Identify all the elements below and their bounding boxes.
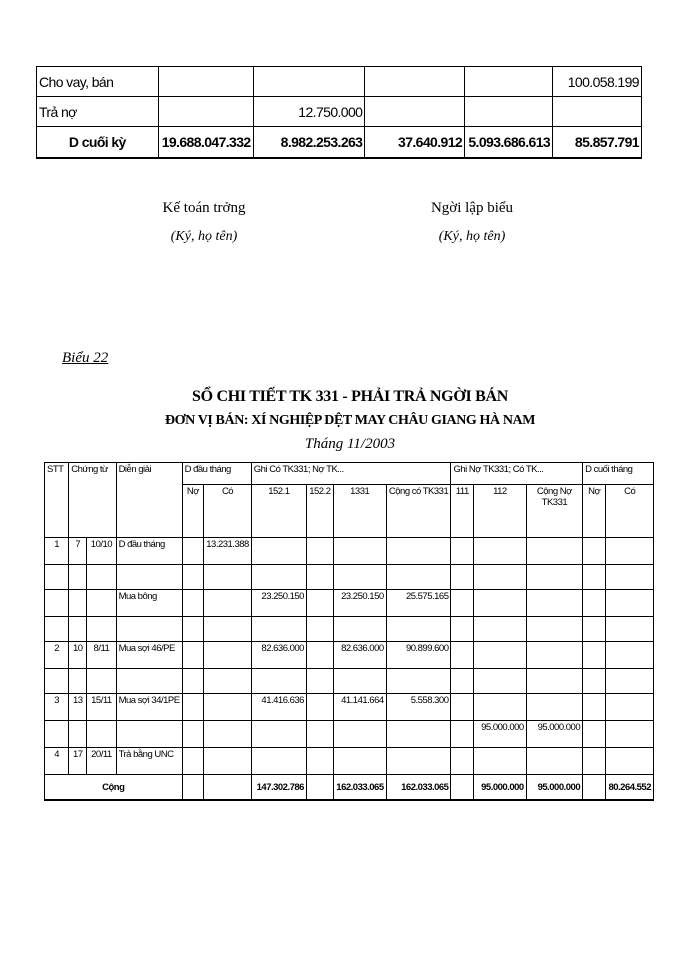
table-cell: 13.231.388 <box>204 538 252 565</box>
table-cell <box>451 642 474 669</box>
ledger-total-row <box>45 775 654 801</box>
table-cell <box>526 694 582 721</box>
table-cell <box>306 538 333 565</box>
summary-cell: 100.058.199 <box>553 67 642 97</box>
table-cell <box>526 748 582 775</box>
summary-total-cell: 19.688.047.332 <box>158 127 253 159</box>
table-row <box>45 590 654 617</box>
table-cell <box>606 565 654 590</box>
table-cell <box>451 538 474 565</box>
table-cell <box>204 721 252 748</box>
signature-accountant <box>94 200 314 245</box>
table-cell <box>526 642 582 669</box>
table-cell: 20/11 <box>87 748 116 775</box>
table-cell: 41.141.664 <box>333 694 386 721</box>
table-cell: 10/10 <box>87 538 116 565</box>
table-cell <box>386 669 451 694</box>
page-subtitle: ĐƠN VỊ BÁN: XÍ NGHIỆP DỆT MAY CHÂU GIANG HÀ NAM <box>164 413 536 428</box>
summary-cell: 12.750.000 <box>253 97 365 127</box>
summary-total-cell: 85.857.791 <box>553 127 642 159</box>
table-cell: Trả bằng UNC <box>116 748 182 775</box>
summary-row-label: Trả nợ <box>37 97 159 127</box>
table-cell <box>333 538 386 565</box>
table-cell <box>386 748 451 775</box>
table-cell <box>606 748 654 775</box>
table-cell <box>386 565 451 590</box>
table-cell <box>251 565 306 590</box>
table-cell <box>386 538 451 565</box>
table-cell <box>451 617 474 642</box>
table-cell: 10 <box>69 642 87 669</box>
table-cell <box>116 617 182 642</box>
table-cell: 2 <box>45 642 69 669</box>
table-cell <box>583 617 606 642</box>
summary-total-label: D cuối kỳ <box>37 127 159 159</box>
subheader-no: Nợ <box>182 485 204 538</box>
summary-total-row <box>37 127 642 159</box>
table-cell <box>45 669 69 694</box>
table-cell <box>474 642 527 669</box>
table-cell <box>182 694 204 721</box>
summary-row-label: Cho vay, bán <box>37 67 159 97</box>
table-cell <box>182 669 204 694</box>
summary-cell <box>158 67 253 97</box>
table-cell <box>204 590 252 617</box>
table-cell <box>306 694 333 721</box>
table-cell <box>386 617 451 642</box>
table-cell: 13 <box>69 694 87 721</box>
table-cell <box>583 694 606 721</box>
ledger-table <box>44 462 654 801</box>
table-cell <box>474 669 527 694</box>
table-cell: 95.000.000 <box>526 721 582 748</box>
table-cell <box>182 721 204 748</box>
summary-cell <box>253 67 365 97</box>
header-voucher: Chứng từ <box>69 463 116 538</box>
table-cell <box>69 721 87 748</box>
table-cell <box>87 721 116 748</box>
summary-table <box>36 66 642 159</box>
table-cell <box>583 669 606 694</box>
table-cell <box>474 538 527 565</box>
table-cell <box>306 565 333 590</box>
table-cell: 4 <box>45 748 69 775</box>
table-cell <box>606 669 654 694</box>
table-cell <box>583 748 606 775</box>
table-row <box>45 617 654 642</box>
table-cell <box>204 694 252 721</box>
table-row <box>45 694 654 721</box>
table-cell: 7 <box>69 538 87 565</box>
header-stt: STT <box>45 463 69 538</box>
table-cell <box>69 590 87 617</box>
table-cell: D đầu tháng <box>116 538 182 565</box>
table-cell <box>251 669 306 694</box>
ledger-total-cell <box>182 775 204 801</box>
table-row <box>45 642 654 669</box>
table-cell <box>451 748 474 775</box>
table-cell <box>606 642 654 669</box>
table-cell: Mua sợi 46/PE <box>116 642 182 669</box>
table-cell <box>583 538 606 565</box>
period-label: Tháng 11/2003 <box>304 436 396 452</box>
table-cell <box>451 694 474 721</box>
table-cell <box>251 748 306 775</box>
table-cell <box>182 565 204 590</box>
subheader-1521: 152.1 <box>251 485 306 538</box>
table-cell: 8/11 <box>87 642 116 669</box>
table-cell <box>306 669 333 694</box>
table-cell: 1 <box>45 538 69 565</box>
table-cell <box>606 721 654 748</box>
table-cell: 90.899.600 <box>386 642 451 669</box>
table-cell: Mua bông <box>116 590 182 617</box>
subheader-1522: 152.2 <box>306 485 333 538</box>
table-cell <box>182 748 204 775</box>
header-opening: D đầu tháng <box>182 463 251 485</box>
table-cell <box>251 617 306 642</box>
table-cell <box>204 617 252 642</box>
table-cell: 95.000.000 <box>474 721 527 748</box>
subheader-112: 112 <box>474 485 527 538</box>
table-cell <box>583 642 606 669</box>
table-cell <box>606 590 654 617</box>
table-cell <box>333 565 386 590</box>
table-cell <box>606 617 654 642</box>
ledger-total-cell <box>204 775 252 801</box>
table-cell <box>251 721 306 748</box>
table-cell <box>204 642 252 669</box>
table-cell <box>87 565 116 590</box>
table-cell <box>583 565 606 590</box>
table-cell <box>526 538 582 565</box>
ledger-total-cell: 147.302.786 <box>251 775 306 801</box>
table-cell: 41.416.636 <box>251 694 306 721</box>
signature-accountant-title: Kế toán trởng <box>162 200 246 216</box>
table-cell <box>69 565 87 590</box>
summary-cell <box>365 67 465 97</box>
table-cell <box>69 669 87 694</box>
header-desc: Diễn giải <box>116 463 182 538</box>
table-cell <box>306 590 333 617</box>
summary-cell <box>553 97 642 127</box>
table-cell: 23.250.150 <box>333 590 386 617</box>
table-cell <box>306 721 333 748</box>
ledger-total-cell: 162.033.065 <box>386 775 451 801</box>
table-cell <box>474 694 527 721</box>
ledger-total-cell <box>306 775 333 801</box>
signature-preparer-title: Ngời lập biểu <box>430 200 514 216</box>
subheader-total-co: Cộng có TK331 <box>386 485 451 538</box>
table-cell <box>87 590 116 617</box>
table-cell <box>333 617 386 642</box>
table-cell <box>333 748 386 775</box>
table-cell <box>182 538 204 565</box>
table-cell <box>182 642 204 669</box>
table-cell <box>526 590 582 617</box>
table-cell <box>451 565 474 590</box>
table-cell <box>45 617 69 642</box>
summary-row <box>37 67 642 97</box>
table-cell <box>306 617 333 642</box>
table-cell <box>386 721 451 748</box>
ledger-total-cell <box>451 775 474 801</box>
table-cell <box>526 617 582 642</box>
table-cell <box>87 617 116 642</box>
form-label: Biểu 22 <box>62 350 109 366</box>
table-cell <box>182 590 204 617</box>
table-cell <box>69 617 87 642</box>
summary-cell <box>465 97 553 127</box>
table-cell <box>474 748 527 775</box>
table-cell <box>182 617 204 642</box>
table-cell <box>583 590 606 617</box>
table-cell <box>45 721 69 748</box>
table-cell <box>251 538 306 565</box>
table-row <box>45 721 654 748</box>
table-cell <box>451 590 474 617</box>
ledger-total-cell: 95.000.000 <box>474 775 527 801</box>
summary-cell <box>158 97 253 127</box>
ledger-total-cell: 95.000.000 <box>526 775 582 801</box>
table-row <box>45 748 654 775</box>
table-cell: 82.636.000 <box>333 642 386 669</box>
subheader-closing-co: Có <box>606 485 654 538</box>
signature-accountant-note: (Ký, họ tên) <box>170 229 238 244</box>
table-cell: 15/11 <box>87 694 116 721</box>
table-cell <box>116 721 182 748</box>
table-cell <box>526 565 582 590</box>
table-cell <box>606 538 654 565</box>
ledger-total-label: Cộng <box>45 775 183 801</box>
table-cell: 17 <box>69 748 87 775</box>
table-cell <box>333 721 386 748</box>
signature-preparer-note: (Ký, họ tên) <box>438 229 506 244</box>
summary-total-cell: 8.982.253.263 <box>253 127 365 159</box>
ledger-total-cell: 80.264.552 <box>606 775 654 801</box>
table-cell <box>116 669 182 694</box>
table-cell <box>583 721 606 748</box>
header-credit-group: Ghi Có TK331; Nợ TK... <box>251 463 451 485</box>
signature-preparer <box>362 200 582 245</box>
subheader-co: Có <box>204 485 252 538</box>
table-cell <box>451 721 474 748</box>
subheader-111: 111 <box>451 485 474 538</box>
table-cell <box>204 748 252 775</box>
table-cell <box>451 669 474 694</box>
header-debit-group: Ghi Nợ TK331; Có TK... <box>451 463 583 485</box>
table-cell <box>333 669 386 694</box>
table-cell <box>204 669 252 694</box>
table-cell <box>474 590 527 617</box>
summary-total-cell: 5.093.686.613 <box>465 127 553 159</box>
table-row <box>45 669 654 694</box>
header-closing: D cuối tháng <box>583 463 654 485</box>
table-row <box>45 538 654 565</box>
page-title: SỔ CHI TIẾT TK 331 - PHẢI TRẢ NGỜI BÁN <box>192 388 508 405</box>
table-cell <box>306 748 333 775</box>
table-cell: 5.558.300 <box>386 694 451 721</box>
summary-cell <box>365 97 465 127</box>
table-cell: 3 <box>45 694 69 721</box>
table-cell: Mua sợi 34/1PE <box>116 694 182 721</box>
table-row <box>45 565 654 590</box>
table-cell <box>87 669 116 694</box>
table-cell <box>606 694 654 721</box>
table-cell <box>45 590 69 617</box>
summary-row <box>37 97 642 127</box>
table-cell <box>474 617 527 642</box>
table-cell: 82.636.000 <box>251 642 306 669</box>
subheader-1331: 1331 <box>333 485 386 538</box>
summary-total-cell: 37.640.912 <box>365 127 465 159</box>
table-cell <box>116 565 182 590</box>
summary-cell <box>465 67 553 97</box>
subheader-total-no: Cộng Nợ TK331 <box>526 485 582 538</box>
table-cell <box>526 669 582 694</box>
table-cell: 25.575.165 <box>386 590 451 617</box>
ledger-total-cell <box>583 775 606 801</box>
table-cell <box>306 642 333 669</box>
table-cell <box>474 565 527 590</box>
subheader-closing-no: Nợ <box>583 485 606 538</box>
table-cell: 23.250.150 <box>251 590 306 617</box>
ledger-total-cell: 162.033.065 <box>333 775 386 801</box>
table-cell <box>45 565 69 590</box>
table-cell <box>204 565 252 590</box>
ledger-header-row <box>45 463 654 485</box>
